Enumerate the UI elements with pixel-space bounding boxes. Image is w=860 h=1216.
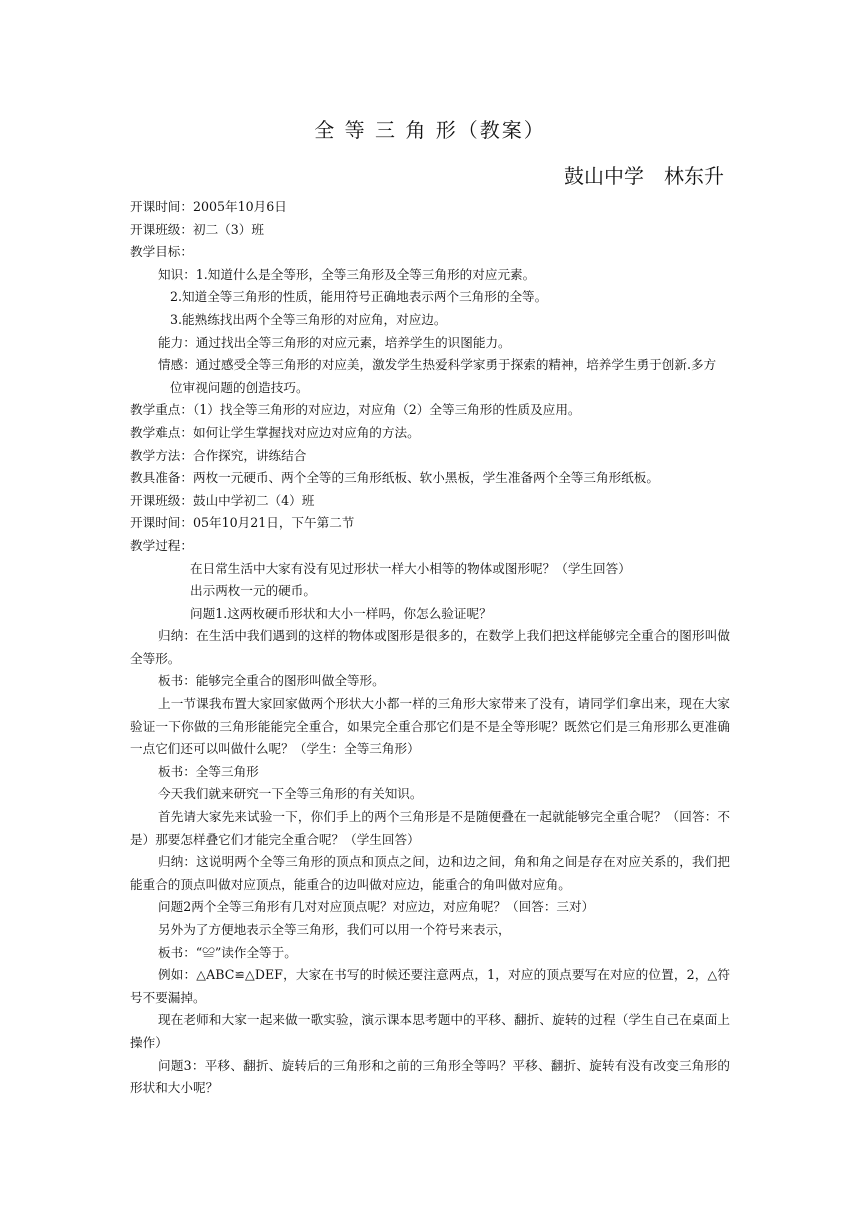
goal-knowledge-1: 知识：1.知道什么是全等形，全等三角形及全等三角形的对应元素。 — [158, 266, 536, 282]
goal-emotion-continued: 位审视问题的创造技巧。 — [170, 379, 309, 395]
teaching-goals-heading: 教学目标： — [130, 244, 193, 260]
question-2: 问题2两个全等三角形有几对对应顶点呢？对应边，对应角呢？（回答：三对） — [158, 899, 595, 915]
goal-knowledge-2: 2.知道全等三角形的性质，能用符号正确地表示两个三角形的全等。 — [170, 289, 548, 305]
overlap-test-paragraph: 首先请大家先来试验一下，你们手上的两个三角形是不是随便叠在一起就能够完全重合呢？（回答：不是）那要怎样叠它们才能完全重合呢？（学生回答） — [130, 809, 730, 847]
board-note-1: 板书：能够完全重合的图形叫做全等形。 — [158, 673, 385, 689]
question-3: 问题3：平移、翻折、旋转后的三角形和之前的三角形全等吗？平移、翻折、旋转有没有改变三角形的形状和大小呢？ — [130, 1057, 730, 1096]
lesson-time-2: 开课时间：05年10月21日，下午第二节 — [130, 515, 355, 531]
lesson-class-2: 开课班级：鼓山中学初二（4）班 — [130, 492, 315, 508]
teaching-difficulty: 教学难点：如何让学生掌握找对应边对应角的方法。 — [130, 424, 420, 440]
notation-example: 例如：△ABC≌△DEF，大家在书写的时候还要注意两点，1，对应的顶点要写在对应的位置，2，△符号不要漏掉。 — [130, 967, 730, 1005]
show-coins: 出示两枚一元的硬币。 — [190, 583, 316, 599]
intro-question: 在日常生活中大家有没有见过形状一样大小相等的物体或图形呢？（学生回答） — [190, 560, 631, 576]
goal-knowledge-3: 3.能熟练找出两个全等三角形的对应角，对应边。 — [170, 311, 447, 327]
lesson-time-1: 开课时间：2005年10月6日 — [130, 199, 287, 214]
author-line: 鼓山中学 林东升 — [564, 164, 724, 188]
summary-1: 归纳：在生活中我们遇到的这样的物体或图形是很多的，在数学上我们把这样能够完全重合的图形叫做全等形。 — [130, 628, 730, 666]
lesson-class-1: 开课班级：初二（3）班 — [130, 221, 264, 237]
teaching-method: 教学方法：合作探究，讲练结合 — [130, 447, 307, 463]
summary-2: 归纳：这说明两个全等三角形的顶点和顶点之间，边和边之间，角和角之间是存在对应关系的，我们把能重合的顶点叫做对应顶点，能重合的边叫做对应边，能重合的角叫做对应角。 — [130, 854, 730, 892]
teaching-key-points: 教学重点：（1）找全等三角形的对应边，对应角（2）全等三角形的性质及应用。 — [130, 402, 581, 418]
previous-homework-paragraph: 上一节课我布置大家回家做两个形状大小都一样的三角形大家带来了没有，请同学们拿出来，现在大家验证一下你做的三角形能能完全重合，如果完全重合那它们是不是全等形呢？既然它们是三角形那么更准确一点它们还可以叫做什么呢？（学生：全等三角形） — [130, 696, 730, 757]
experiment-paragraph: 现在老师和大家一起来做一歌实验，演示课本思考题中的平移、翻折、旋转的过程（学生自己在桌面上操作） — [130, 1012, 730, 1050]
symbol-intro: 另外为了方便地表示全等三角形，我们可以用一个符号来表示， — [158, 922, 511, 937]
today-topic: 今天我们就来研究一下全等三角形的有关知识。 — [158, 786, 423, 802]
teaching-tools: 教具准备：两枚一元硬币、两个全等的三角形纸板、软小黑板，学生准备两个全等三角形纸板。 — [130, 470, 659, 486]
teaching-process-heading: 教学过程： — [130, 537, 193, 553]
goal-emotion: 情感：通过感受全等三角形的对应美，激发学生热爱科学家勇于探索的精神，培养学生勇于创新.多方 — [158, 357, 717, 373]
board-note-2: 板书：全等三角形 — [158, 763, 259, 779]
goal-ability: 能力：通过找出全等三角形的对应元素，培养学生的识图能力。 — [158, 334, 511, 350]
document-title: 全 等 三 角 形（教案） — [314, 118, 546, 142]
question-1: 问题1.这两枚硬币形状和大小一样吗，你怎么验证呢？ — [190, 605, 492, 621]
board-note-3: 板书：“≌”读作全等于。 — [158, 944, 297, 960]
lesson-plan-body — [130, 196, 730, 1100]
